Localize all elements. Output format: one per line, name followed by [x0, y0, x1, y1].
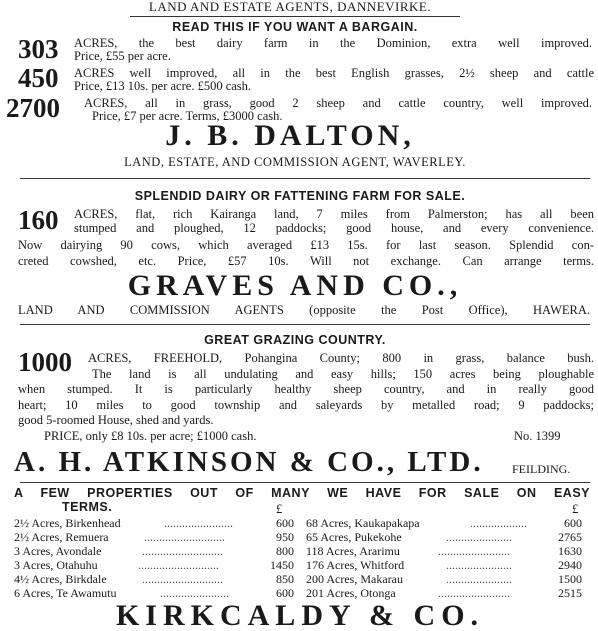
listing-text: ACRES, FREEHOLD, Pohangina County; 800 in grass, balance bush.	[88, 351, 594, 365]
listing-number: 2700	[6, 93, 60, 123]
listing-text: heart; 10 miles to good township and saleyards by metalled road; 9 paddocks;	[18, 398, 594, 412]
table-row	[14, 572, 304, 586]
listing-text: The land is all undulating and easy hills; 150 acres being ploughable	[92, 367, 594, 381]
property-price: 600	[276, 516, 294, 530]
property-price: 600	[564, 516, 582, 530]
property-price: 2765	[558, 530, 582, 544]
property-name: 2½ Acres, Birkenhead	[14, 516, 121, 530]
table-row	[306, 544, 596, 558]
property-name: 6 Acres, Te Awamutu	[14, 586, 117, 600]
table-row	[306, 516, 596, 530]
leader-dots: ......................	[446, 572, 512, 586]
listing-text: ACRES, flat, rich Kairanga land, 7 miles from Palmerston; has all been	[74, 207, 594, 221]
table-row	[14, 516, 304, 530]
table-row	[14, 530, 304, 544]
property-name: 2½ Acres, Remuera	[14, 530, 109, 544]
leader-dots: .......................	[164, 516, 233, 530]
kirkcaldy-agent-name: KIRKCALDY & CO.	[115, 599, 485, 631]
leader-dots: ......................	[446, 558, 512, 572]
listing-text: creted cowshed, etc. Price, £57 10s. Will not exchange. Can arrange terms.	[18, 254, 594, 268]
listing-price: Price, £13 10s. per acre. £500 cash.	[74, 79, 252, 93]
header-rule	[130, 16, 460, 17]
property-price: 1450	[270, 558, 294, 572]
table-row	[14, 586, 304, 600]
property-name: 4½ Acres, Birkdale	[14, 572, 107, 586]
property-price: 1630	[558, 544, 582, 558]
property-name: 68 Acres, Kaukapakapa	[306, 516, 420, 530]
section-rule	[20, 178, 590, 179]
kirkcaldy-heading-terms: TERMS.	[62, 500, 113, 514]
property-name: 118 Acres, Ararimu	[306, 544, 400, 558]
table-row	[14, 558, 304, 572]
leader-dots: ...........................	[138, 558, 219, 572]
property-price: 600	[276, 586, 294, 600]
currency-symbol: £	[572, 502, 579, 516]
property-price: 1500	[558, 572, 582, 586]
leader-dots: ...................	[470, 516, 527, 530]
listing-text: good 5-roomed House, shed and yards.	[18, 413, 214, 427]
listing-text: ACRES well improved, all in the best English grasses, 2½ sheep and cattle	[74, 66, 594, 80]
listing-number: 1000	[18, 347, 72, 377]
property-name: 3 Acres, Avondale	[14, 544, 102, 558]
property-name: 176 Acres, Whitford	[306, 558, 405, 572]
table-row	[306, 530, 596, 544]
listing-price: Price, £7 per acre. Terms, £3000 cash.	[92, 109, 283, 123]
kirkcaldy-heading: A FEW PROPERTIES OUT OF MANY WE HAVE FOR SALE ON EASY	[14, 486, 590, 500]
listing-text: ACRES, the best dairy farm in the Dominion, extra well improved.	[74, 36, 592, 50]
property-price: 2940	[558, 558, 582, 572]
leader-dots: ........................	[438, 586, 510, 600]
listing-text: Now dairying 90 cows, which averaged £13 15s. for last season. Splendid con-	[18, 238, 594, 252]
leader-dots: .......................	[160, 586, 229, 600]
property-name: 200 Acres, Makarau	[306, 572, 403, 586]
currency-symbol: £	[276, 502, 283, 516]
dalton-heading: READ THIS IF YOU WANT A BARGAIN.	[172, 20, 418, 34]
header-title: LAND AND ESTATE AGENTS, DANNEVIRKE.	[148, 0, 432, 14]
listing-number: 450	[18, 63, 59, 93]
property-price: 850	[276, 572, 294, 586]
atkinson-agent-name: A. H. ATKINSON & CO., LTD.	[14, 446, 484, 478]
listing-text: ACRES, all in grass, good 2 sheep and cattle country, well improved.	[84, 96, 592, 110]
table-row	[306, 586, 596, 600]
table-row	[306, 558, 596, 572]
leader-dots: ...........................	[142, 572, 223, 586]
property-name: 3 Acres, Otahuhu	[14, 558, 98, 572]
listing-number: 303	[18, 34, 59, 64]
graves-agent-desc: LAND AND COMMISSION AGENTS (opposite the Post Office), HAWERA.	[18, 303, 590, 317]
atkinson-heading: GREAT GRAZING COUNTRY.	[204, 333, 386, 347]
leader-dots: ........................	[438, 544, 510, 558]
leader-dots: ...........................	[144, 530, 225, 544]
section-rule	[20, 482, 590, 483]
table-row	[306, 572, 596, 586]
property-price: 800	[276, 544, 294, 558]
dalton-agent-desc: LAND, ESTATE, AND COMMISSION AGENT, WAVERLEY.	[124, 155, 466, 169]
listing-price: PRICE, only £8 10s. per acre; £1000 cash.	[44, 429, 257, 443]
table-row	[14, 544, 304, 558]
listing-text: stumped and ploughed, 12 paddocks; good house, and every convenience.	[74, 221, 594, 235]
graves-agent-name: GRAVES AND CO.,	[127, 269, 463, 302]
leader-dots: ...........................	[142, 544, 223, 558]
property-name: 201 Acres, Otonga	[306, 586, 396, 600]
property-price: 950	[276, 530, 294, 544]
listing-text: when stumped. It is particularly healthy sheep country, and in really good	[18, 382, 594, 396]
atkinson-agent-town: FEILDING.	[512, 462, 571, 476]
listing-number: 160	[18, 205, 59, 235]
graves-heading: SPLENDID DAIRY OR FATTENING FARM FOR SALE.	[134, 189, 466, 203]
property-name: 65 Acres, Pukekohe	[306, 530, 402, 544]
leader-dots: ......................	[446, 530, 512, 544]
property-price: 2515	[558, 586, 582, 600]
listing-ref: No. 1399	[514, 429, 561, 443]
dalton-agent-name: J. B. DALTON,	[165, 119, 415, 152]
listing-price: Price, £55 per acre.	[74, 49, 171, 63]
section-rule	[20, 324, 590, 325]
